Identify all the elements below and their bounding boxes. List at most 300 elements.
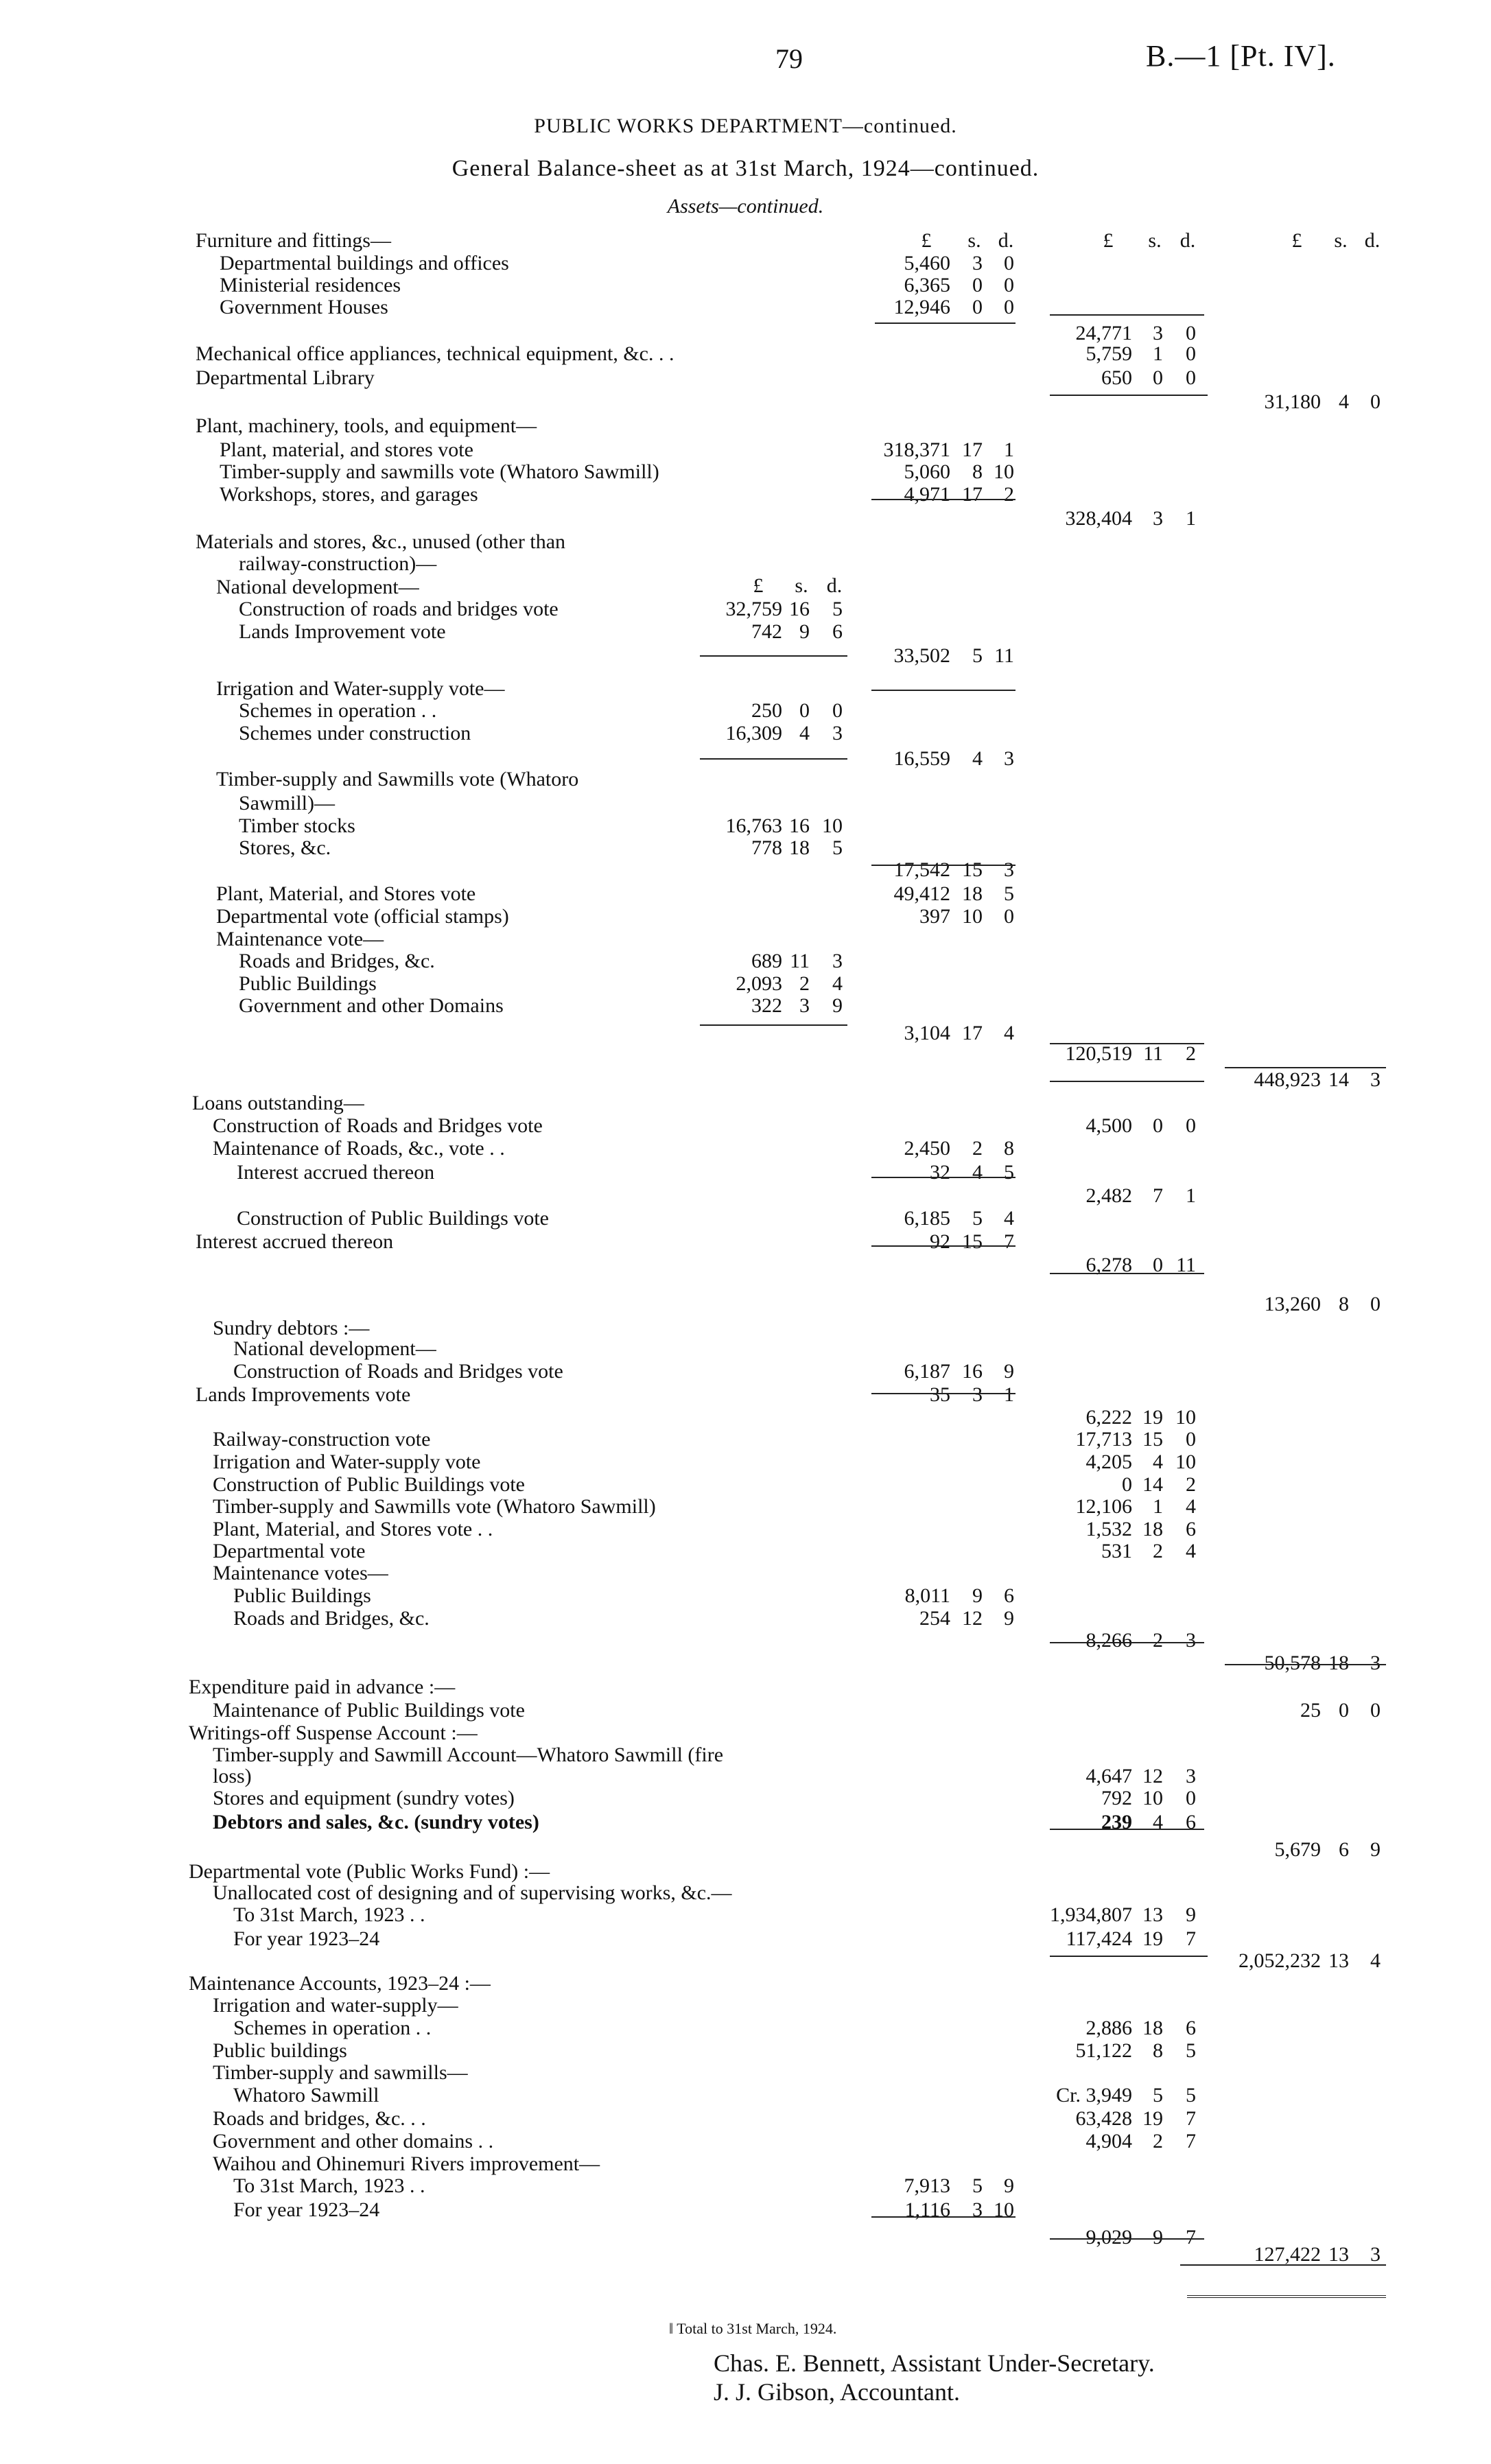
divider	[1050, 1043, 1204, 1044]
divider	[1050, 314, 1204, 316]
amount-shillings: 9	[1153, 2226, 1163, 2249]
amount-pounds: Cr. 3,949	[1056, 2084, 1132, 2107]
amount-pounds: 24,771	[1075, 322, 1132, 344]
col-header-pence: d.	[998, 229, 1014, 252]
row-label: Mechanical office appliances, technical equipment, &c. . .	[196, 342, 674, 365]
amount-shillings: 0	[972, 274, 983, 296]
amount-shillings: 0	[1153, 366, 1163, 389]
amount-shillings: 4	[1153, 1451, 1163, 1473]
amount-pounds: 8,266	[1085, 1629, 1132, 1652]
amount-shillings: 4	[972, 1161, 983, 1184]
amount-pounds: 127,422	[1254, 2243, 1321, 2266]
amount-pounds: 3,104	[904, 1022, 950, 1044]
amount-pence: 3	[1004, 747, 1014, 770]
amount-pounds: 2,450	[904, 1137, 950, 1160]
amount-pence: 5	[832, 598, 843, 620]
amount-shillings: 15	[1142, 1428, 1163, 1451]
row-label: Government and other domains . .	[213, 2130, 494, 2152]
amount-pence: 3	[1186, 1765, 1196, 1787]
row-label: To 31st March, 1923 . .	[233, 1903, 425, 1926]
amount-pounds: 16,559	[893, 747, 950, 770]
amount-pounds: 12,946	[893, 296, 950, 318]
amount-shillings: 13	[1328, 1949, 1349, 1972]
row-label: Construction of Public Buildings vote	[237, 1207, 549, 1230]
row-label: Irrigation and Water-supply vote	[213, 1451, 481, 1473]
amount-pounds: 35	[930, 1383, 950, 1406]
amount-pence: 6	[832, 620, 843, 643]
amount-pounds: 31,180	[1264, 390, 1321, 413]
row-label: Waihou and Ohinemuri Rivers improvement—	[213, 2152, 600, 2175]
row-label: National development—	[233, 1337, 436, 1360]
amount-pounds: 650	[1101, 366, 1132, 389]
col-header-shillings: s.	[1334, 229, 1348, 252]
row-label: Construction of roads and bridges vote	[239, 598, 559, 620]
amount-pence: 0	[1186, 1114, 1196, 1137]
page-number: 79	[775, 43, 803, 74]
amount-pence: 0	[1370, 390, 1381, 413]
row-label: Plant, material, and stores vote	[220, 438, 473, 461]
amount-shillings: 18	[1142, 2017, 1163, 2039]
amount-shillings: 5	[972, 644, 983, 667]
row-label: Furniture and fittings—	[196, 229, 391, 252]
amount-shillings: 4	[799, 722, 810, 744]
amount-shillings: 1	[1153, 1495, 1163, 1518]
amount-pounds: 2,482	[1085, 1184, 1132, 1207]
amount-shillings: 17	[962, 483, 983, 506]
amount-shillings: 14	[1142, 1473, 1163, 1496]
row-label: Ministerial residences	[220, 274, 401, 296]
amount-pence: 0	[1186, 366, 1196, 389]
amount-pence: 9	[1004, 2174, 1014, 2197]
amount-pence: 0	[1186, 342, 1196, 365]
col-header-pounds: £	[753, 574, 764, 597]
amount-pence: 9	[1004, 1607, 1014, 1630]
amount-pence: 6	[1186, 1811, 1196, 1833]
amount-pence: 9	[1370, 1838, 1381, 1861]
amount-pounds: 17,713	[1075, 1428, 1132, 1451]
divider	[1180, 2264, 1386, 2266]
amount-pounds: 2,886	[1085, 2017, 1132, 2039]
row-label: Plant, Material, and Stores vote . .	[213, 1518, 493, 1540]
divider	[875, 322, 1015, 324]
amount-shillings: 2	[1153, 1540, 1163, 1562]
amount-pence: 0	[1370, 1293, 1381, 1315]
amount-pence: 10	[994, 2198, 1014, 2221]
amount-shillings: 7	[1153, 1184, 1163, 1207]
amount-pounds: 92	[930, 1230, 950, 1253]
amount-pence: 7	[1004, 1230, 1014, 1253]
row-label: National development—	[216, 576, 419, 598]
amount-pounds: 6,185	[904, 1207, 950, 1230]
row-label: Maintenance votes—	[213, 1562, 388, 1584]
amount-pounds: 25	[1300, 1699, 1321, 1722]
divider	[871, 865, 1015, 866]
amount-shillings: 19	[1142, 1927, 1163, 1950]
row-label: Railway-construction vote	[213, 1428, 431, 1451]
divider	[1050, 395, 1208, 396]
amount-pence: 3	[1370, 2243, 1381, 2266]
amount-pence: 11	[1176, 1254, 1196, 1276]
col-header-pounds: £	[1291, 229, 1302, 252]
amount-shillings: 9	[972, 1584, 983, 1607]
row-label: Timber-supply and sawmills vote (Whatoro Sawmill)	[220, 460, 659, 483]
amount-pounds: 1,116	[904, 2198, 950, 2221]
row-label: Timber stocks	[239, 814, 355, 837]
row-label: Lands Improvements vote	[196, 1383, 411, 1406]
divider	[871, 1393, 1015, 1394]
amount-shillings: 8	[1153, 2039, 1163, 2062]
amount-shillings: 9	[799, 620, 810, 643]
amount-pounds: 254	[919, 1607, 950, 1630]
amount-pounds: 117,424	[1066, 1927, 1132, 1950]
amount-pounds: 6,222	[1085, 1406, 1132, 1429]
amount-pounds: 16,309	[725, 722, 782, 744]
amount-pence: 6	[1004, 1584, 1014, 1607]
amount-pounds: 33,502	[893, 644, 950, 667]
amount-shillings: 18	[789, 836, 810, 859]
amount-shillings: 4	[972, 747, 983, 770]
row-label: Expenditure paid in advance :—	[189, 1676, 456, 1698]
amount-pence: 2	[1186, 1042, 1196, 1065]
row-label: Loans outstanding—	[192, 1092, 364, 1114]
amount-pounds: 328,404	[1065, 507, 1132, 530]
amount-pence: 3	[1004, 858, 1014, 881]
amount-pence: 0	[1004, 252, 1014, 274]
amount-pounds: 4,205	[1085, 1451, 1132, 1473]
col-header-pence: d.	[1179, 229, 1196, 252]
amount-pounds: 51,122	[1075, 2039, 1132, 2062]
col-header-shillings: s.	[795, 574, 808, 597]
amount-pence: 0	[1004, 274, 1014, 296]
amount-pence: 7	[1186, 2226, 1196, 2249]
amount-pounds: 6,187	[904, 1360, 950, 1383]
amount-pounds: 531	[1101, 1540, 1132, 1562]
col-header-shillings: s.	[1148, 229, 1162, 252]
row-label: To 31st March, 1923 . .	[233, 2174, 425, 2197]
amount-pence: 1	[1186, 507, 1196, 530]
row-label: Schemes in operation . .	[233, 2017, 432, 2039]
amount-shillings: 0	[799, 699, 810, 722]
amount-pounds: 5,060	[904, 460, 950, 483]
amount-shillings: 0	[1153, 1114, 1163, 1137]
amount-shillings: 3	[1153, 322, 1163, 344]
row-label: Timber-supply and Sawmills vote (Whatoro	[216, 768, 579, 790]
amount-pounds: 689	[751, 950, 782, 972]
divider	[1050, 1273, 1204, 1274]
amount-pence: 7	[1186, 1927, 1196, 1950]
amount-shillings: 17	[962, 438, 983, 461]
row-label: Public Buildings	[239, 972, 377, 995]
amount-pence: 2	[1186, 1473, 1196, 1496]
row-label: Stores, &c.	[239, 836, 331, 859]
amount-shillings: 11	[1143, 1042, 1163, 1065]
section-heading: Assets—continued.	[667, 195, 824, 218]
amount-shillings: 1	[1153, 342, 1163, 365]
amount-pounds: 318,371	[883, 438, 950, 461]
department-title: PUBLIC WORKS DEPARTMENT—continued.	[534, 115, 957, 137]
amount-shillings: 11	[790, 950, 810, 972]
amount-shillings: 18	[962, 882, 983, 905]
row-label: Sawmill)—	[239, 792, 335, 814]
amount-pence: 4	[1370, 1949, 1381, 1972]
row-label: Roads and Bridges, &c.	[239, 950, 435, 972]
amount-pence: 3	[832, 722, 843, 744]
amount-pounds: 2,093	[736, 972, 782, 995]
row-label: Departmental vote (Public Works Fund) :—	[189, 1860, 550, 1883]
row-label: Plant, Material, and Stores vote	[216, 882, 476, 905]
divider	[700, 655, 847, 657]
amount-pence: 4	[832, 972, 843, 995]
amount-pence: 5	[1186, 2039, 1196, 2062]
row-label: Government Houses	[220, 296, 388, 318]
amount-pounds: 13,260	[1264, 1293, 1321, 1315]
amount-pence: 2	[1004, 483, 1014, 506]
amount-pence: 9	[1004, 1360, 1014, 1383]
amount-pounds: 2,052,232	[1238, 1949, 1321, 1972]
amount-shillings: 5	[972, 2174, 983, 2197]
amount-pence: 5	[1004, 882, 1014, 905]
row-label: Stores and equipment (sundry votes)	[213, 1787, 515, 1809]
col-header-shillings: s.	[967, 229, 981, 252]
row-label: Construction of Roads and Bridges vote	[213, 1114, 543, 1137]
amount-pence: 5	[1004, 1161, 1014, 1184]
amount-pounds: 742	[751, 620, 782, 643]
amount-shillings: 5	[1153, 2084, 1163, 2107]
amount-pounds: 7,913	[904, 2174, 950, 2197]
col-header-pence: d.	[1364, 229, 1381, 252]
amount-pence: 5	[832, 836, 843, 859]
row-label: Whatoro Sawmill	[233, 2084, 379, 2107]
row-label: Materials and stores, &c., unused (other than	[196, 530, 566, 553]
amount-pence: 10	[994, 460, 1014, 483]
amount-shillings: 19	[1142, 2107, 1163, 2130]
amount-pence: 1	[1004, 438, 1014, 461]
amount-shillings: 15	[962, 1230, 983, 1253]
amount-pounds: 32,759	[725, 598, 782, 620]
amount-shillings: 16	[789, 598, 810, 620]
amount-pounds: 4,904	[1085, 2130, 1132, 2152]
row-label: Unallocated cost of designing and of supervising works, &c.—	[213, 1881, 732, 1904]
amount-pounds: 32	[930, 1161, 950, 1184]
row-label: Lands Improvement vote	[239, 620, 446, 643]
divider	[700, 758, 847, 760]
amount-shillings: 16	[962, 1360, 983, 1383]
amount-pounds: 4,971	[904, 483, 950, 506]
amount-pounds: 8,011	[904, 1584, 950, 1607]
amount-pounds: 49,412	[893, 882, 950, 905]
amount-shillings: 0	[972, 296, 983, 318]
divider	[871, 1245, 1015, 1247]
row-label: Departmental buildings and offices	[220, 252, 509, 274]
amount-shillings: 10	[962, 905, 983, 928]
divider	[1225, 1664, 1386, 1665]
row-label: Irrigation and Water-supply vote—	[216, 677, 505, 700]
amount-shillings: 2	[972, 1137, 983, 1160]
col-header-pounds: £	[921, 229, 932, 252]
amount-shillings: 8	[1339, 1293, 1349, 1315]
amount-pence: 9	[1186, 1903, 1196, 1926]
row-label: Maintenance vote—	[216, 928, 384, 950]
amount-pence: 10	[1175, 1451, 1196, 1473]
amount-pence: 0	[1186, 322, 1196, 344]
amount-shillings: 12	[962, 1607, 983, 1630]
amount-shillings: 17	[962, 1022, 983, 1044]
divider	[1050, 1829, 1204, 1830]
amount-shillings: 18	[1328, 1652, 1349, 1674]
amount-pence: 6	[1186, 2017, 1196, 2039]
divider	[700, 1024, 847, 1026]
amount-pounds: 4,500	[1085, 1114, 1132, 1137]
amount-pounds: 16,763	[725, 814, 782, 837]
amount-pence: 4	[1186, 1540, 1196, 1562]
row-label: Debtors and sales, &c. (sundry votes)	[213, 1811, 539, 1833]
amount-shillings: 0	[1339, 1699, 1349, 1722]
row-label: railway-construction)—	[239, 552, 437, 575]
amount-pounds: 448,923	[1254, 1068, 1321, 1091]
row-label: Departmental vote	[213, 1540, 366, 1562]
row-label: loss)	[213, 1765, 252, 1787]
amount-pounds: 9,029	[1085, 2226, 1132, 2249]
col-header-pence: d.	[826, 574, 843, 597]
amount-pence: 3	[1186, 1629, 1196, 1652]
amount-shillings: 3	[972, 1383, 983, 1406]
divider	[871, 2216, 1015, 2218]
row-label: Maintenance Accounts, 1923–24 :—	[189, 1972, 491, 1995]
amount-pence: 6	[1186, 1518, 1196, 1540]
amount-pence: 0	[832, 699, 843, 722]
divider	[871, 1177, 1015, 1178]
amount-pounds: 5,460	[904, 252, 950, 274]
row-label: Interest accrued thereon	[237, 1161, 435, 1184]
amount-pence: 0	[1004, 296, 1014, 318]
row-label: Timber-supply and Sawmills vote (Whatoro Sawmill)	[213, 1495, 656, 1518]
amount-shillings: 3	[1153, 507, 1163, 530]
divider	[1050, 1081, 1204, 1082]
amount-pounds: 5,679	[1274, 1838, 1321, 1861]
amount-pounds: 17,542	[893, 858, 950, 881]
amount-pounds: 50,578	[1264, 1652, 1321, 1674]
amount-pence: 0	[1370, 1699, 1381, 1722]
row-label: Construction of Roads and Bridges vote	[233, 1360, 563, 1383]
amount-pounds: 322	[751, 994, 782, 1017]
page-reference: B.—1 [Pt. IV].	[1146, 39, 1336, 73]
amount-pence: 7	[1186, 2107, 1196, 2130]
row-label: Departmental vote (official stamps)	[216, 905, 509, 928]
amount-shillings: 12	[1142, 1765, 1163, 1787]
amount-pounds: 63,428	[1075, 2107, 1132, 2130]
footnote: ‖ Total to 31st March, 1924.	[669, 2320, 837, 2337]
amount-shillings: 2	[1153, 1629, 1163, 1652]
divider	[871, 499, 1015, 500]
divider	[1050, 1956, 1208, 1957]
row-label: Government and other Domains	[239, 994, 504, 1017]
signature-gibson: J. J. Gibson, Accountant.	[714, 2378, 960, 2406]
amount-pounds: 0	[1122, 1473, 1132, 1496]
amount-pounds: 6,365	[904, 274, 950, 296]
amount-shillings: 16	[789, 814, 810, 837]
row-label: Schemes under construction	[239, 722, 471, 744]
amount-pence: 1	[1186, 1184, 1196, 1207]
amount-pounds: 120,519	[1065, 1042, 1132, 1065]
amount-pence: 4	[1004, 1022, 1014, 1044]
amount-pence: 4	[1004, 1207, 1014, 1230]
amount-pence: 4	[1186, 1495, 1196, 1518]
row-label: Roads and Bridges, &c.	[233, 1607, 430, 1630]
row-label: Writings-off Suspense Account :—	[189, 1722, 478, 1744]
amount-pounds: 1,532	[1085, 1518, 1132, 1540]
amount-pounds: 792	[1101, 1787, 1132, 1809]
row-label: Irrigation and water-supply—	[213, 1994, 458, 2017]
amount-shillings: 8	[972, 460, 983, 483]
amount-shillings: 2	[799, 972, 810, 995]
row-label: For year 1923–24	[233, 1927, 380, 1950]
row-label: Maintenance of Roads, &c., vote . .	[213, 1137, 505, 1160]
amount-shillings: 18	[1142, 1518, 1163, 1540]
amount-pence: 3	[1370, 1652, 1381, 1674]
amount-pounds: 1,934,807	[1050, 1903, 1132, 1926]
amount-pence: 7	[1186, 2130, 1196, 2152]
row-label: Public buildings	[213, 2039, 347, 2062]
amount-shillings: 15	[962, 858, 983, 881]
amount-shillings: 13	[1328, 2243, 1349, 2266]
amount-shillings: 14	[1328, 1068, 1349, 1091]
amount-shillings: 3	[972, 252, 983, 274]
row-label: Roads and bridges, &c. . .	[213, 2107, 426, 2130]
row-label: Timber-supply and Sawmill Account—Whatoro Sawmill (fire	[213, 1744, 724, 1766]
divider	[1050, 1642, 1204, 1643]
amount-pounds: 397	[919, 905, 950, 928]
divider	[871, 690, 1015, 691]
row-label: Departmental Library	[196, 366, 375, 389]
amount-shillings: 0	[1153, 1254, 1163, 1276]
amount-shillings: 3	[799, 994, 810, 1017]
amount-pence: 3	[832, 950, 843, 972]
row-label: Schemes in operation . .	[239, 699, 437, 722]
amount-pence: 5	[1186, 2084, 1196, 2107]
amount-shillings: 2	[1153, 2130, 1163, 2152]
row-label: Sundry debtors :—	[213, 1317, 370, 1339]
col-header-pounds: £	[1103, 229, 1114, 252]
amount-shillings: 4	[1153, 1811, 1163, 1833]
amount-pounds: 6,278	[1085, 1254, 1132, 1276]
amount-shillings: 10	[1142, 1787, 1163, 1809]
amount-pounds: 4,647	[1085, 1765, 1132, 1787]
amount-shillings: 3	[972, 2198, 983, 2221]
divider	[1225, 1067, 1386, 1068]
amount-pence: 10	[822, 814, 843, 837]
row-label: Timber-supply and sawmills—	[213, 2061, 468, 2084]
amount-pence: 1	[1004, 1383, 1014, 1406]
amount-shillings: 13	[1142, 1903, 1163, 1926]
signature-bennett: Chas. E. Bennett, Assistant Under-Secretary.	[714, 2349, 1155, 2377]
amount-pounds: 250	[751, 699, 782, 722]
amount-pence: 9	[832, 994, 843, 1017]
row-label: Maintenance of Public Buildings vote	[213, 1699, 525, 1722]
amount-pounds: 5,759	[1085, 342, 1132, 365]
total-double-rule	[1187, 2295, 1386, 2301]
row-label: Plant, machinery, tools, and equipment—	[196, 414, 537, 437]
amount-pence: 0	[1186, 1428, 1196, 1451]
amount-pence: 0	[1004, 905, 1014, 928]
amount-pounds: 239	[1101, 1811, 1132, 1833]
balance-sheet-title: General Balance-sheet as at 31st March, 1924—continued.	[451, 156, 1040, 181]
amount-pounds: 12,106	[1075, 1495, 1132, 1518]
amount-pounds: 778	[751, 836, 782, 859]
amount-pence: 10	[1175, 1406, 1196, 1429]
row-label: Workshops, stores, and garages	[220, 483, 478, 506]
amount-shillings: 6	[1339, 1838, 1349, 1861]
row-label: Interest accrued thereon	[196, 1230, 394, 1253]
